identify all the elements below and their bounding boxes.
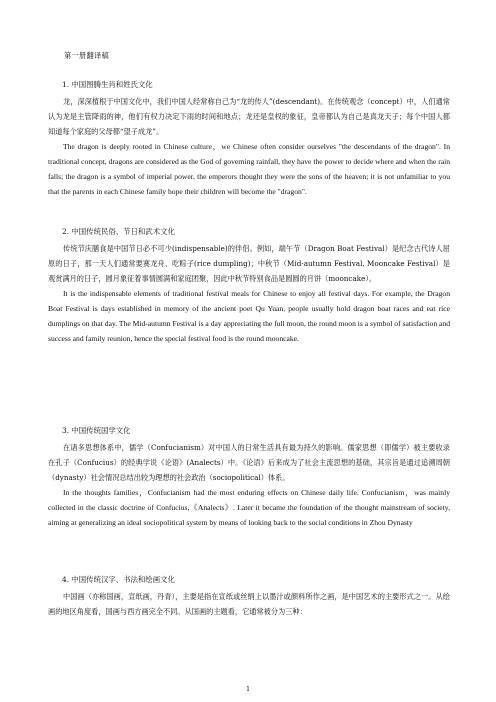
chinese-paragraph: 传统节庆膳食是中国节日必不可少(indispensable)的伴侣。例如，端午节（Dragon Boat Festival）是纪念古代诗人屈原的日子，那一天人们通常要赛龙舟、吃粽子(rice dumpling)；中秋节（Mid-autumn Festival, Mooncake Festival）是观赏满月的日子，圆月象征着事情圆满和家庭团聚，因此中秋节特别食品是圆圆的月饼（mooncake）。	[48, 244, 450, 283]
section-heading: 4. 中国传统汉字、书法和绘画文化	[62, 575, 175, 584]
english-translation: The dragon is deeply rooted in Chinese culture，we Chinese often consider ourselves "the descendants of the dragon". In traditional concept, dragons are considered as the God of governing rainfall, they have the power to decide where and when the rain falls; the dragon is a symbol of imperial power, the emperors thought they were the sons of the heaven; it is not unfamiliar to you that the parents in each Chinese family hope their children will become the "dragon".	[48, 142, 450, 196]
english-translation: In the thoughts families，Confucianism had the most enduring effects on Chinese daily life. Confucianism，was mainly collected in the classic doctrine of Confucius,《Analects》. Later it became the foundation of the thought mainstream of society, aiming at generalizing an ideal sociopolitical system by means of looking back to the social conditions in Zhou Dynasty	[48, 488, 450, 527]
section-festivals	[48, 227, 450, 346]
english-translation: It is the indispensable elements of traditional festival meals for Chinese to enjoy all festival days. For example, the Dragon Boat Festival is days established in memory of the ancient poet Qu Yuan, people usually hold dragon boat races and eat rice dumplings on that day. The Mid-autumn Festival is a day appreciating the full moon, the round moon is a symbol of satisfaction and success and family reunion, hence the special festival food is the round mooncake.	[48, 289, 450, 343]
chinese-paragraph: 中国画（亦称国画，宣纸画，丹青），主要是指在宣纸或丝绢上以墨汁或颜料所作之画，是中国艺术的主要形式之一。从绘画的地区角度看，国画与西方画完全不同。从国画的主题看，它通常被分为三种：	[48, 592, 450, 616]
document-title: 第一册翻译稿	[64, 51, 109, 60]
section-totem-zodiac	[48, 80, 450, 199]
section-sinology	[48, 426, 450, 530]
section-heading: 2. 中国传统民俗、节日和武术文化	[62, 227, 175, 236]
section-calligraphy-painting	[48, 575, 450, 619]
page-number: 1	[246, 685, 251, 693]
section-heading: 1. 中国图腾生肖和姓氏文化	[62, 80, 153, 89]
section-heading: 3. 中国传统国学文化	[62, 426, 131, 435]
chinese-paragraph: 龙，深深植根于中国文化中，我们中国人经常称自己为“龙的传人”(descendant)。在传统观念（concept）中，人们通常认为龙是主管降雨的神，他们有权力决定下雨的时间和地点；龙还是皇权的象征，皇帝都认为自己是真龙天子；每个中国人都知道每个家庭的父母都“望子成龙”。	[48, 97, 450, 136]
chinese-paragraph: 在诸多思想体系中，儒学（Confucianism）对中国人的日常生活具有最为持久的影响。儒家思想（即儒学）被主要收录在孔子（Confucius）的经典学说《论语》(Analects）中。《论语》后来成为了社会主流思想的基础，其宗旨是通过追溯周朝（dynasty）社会情况总结出较为理想的社会政治（sociopolitical）体系。	[48, 443, 450, 482]
